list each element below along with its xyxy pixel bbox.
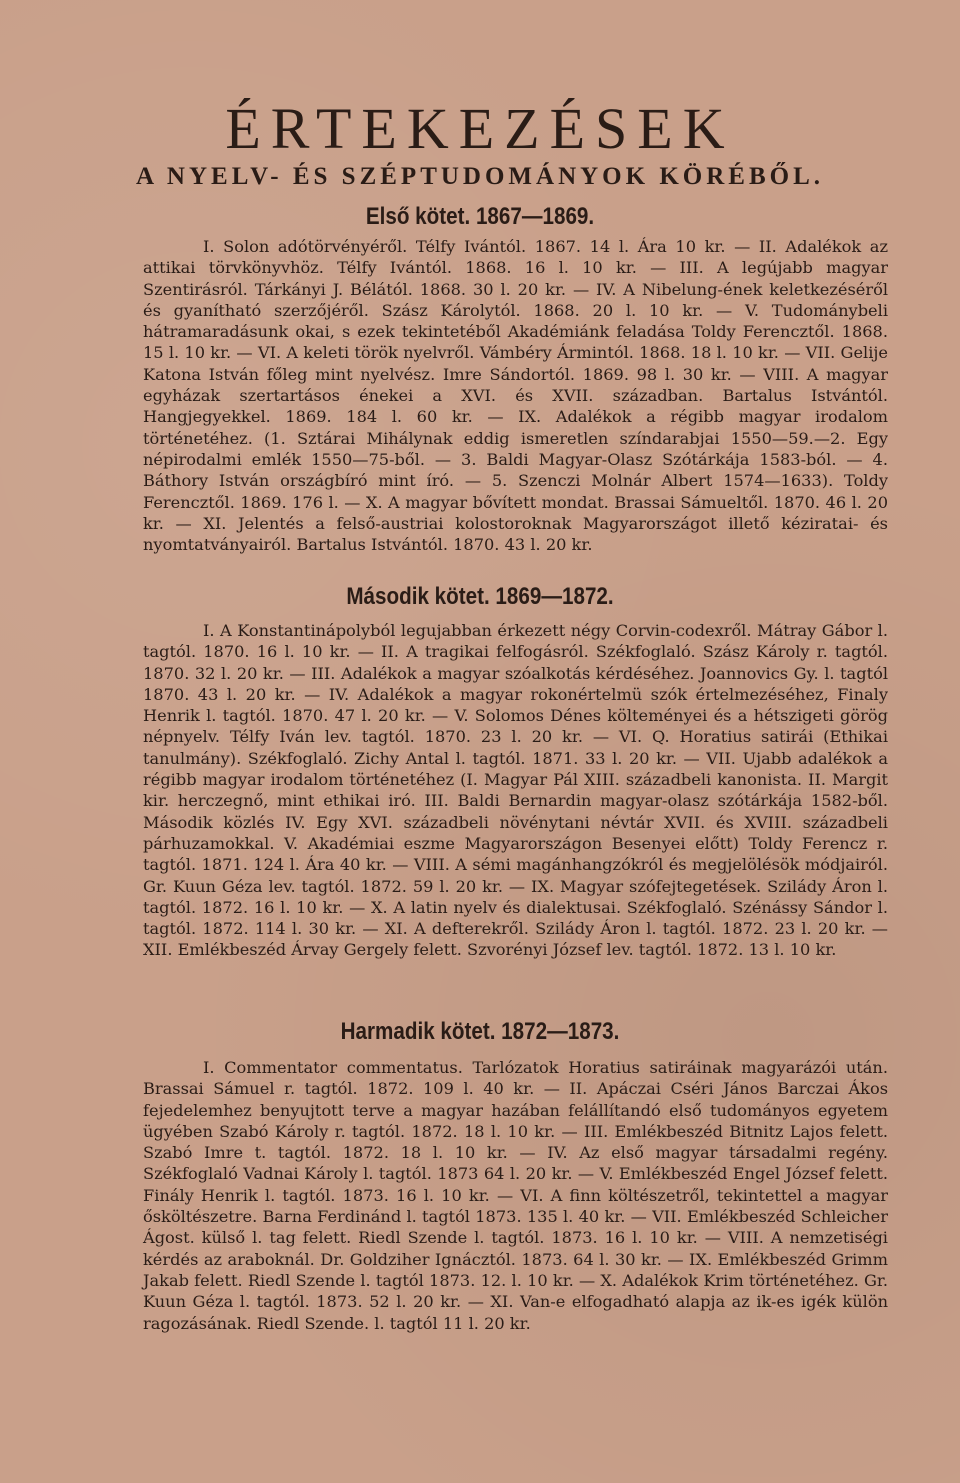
main-title: ÉRTEKEZÉSEK (225, 96, 735, 161)
volume-2-contents: I. A Konstantinápolyból legujabban érkezett négy Corvin-codexről. Mátray Gábor l. tagtól. 1870. 16 l. 10 kr. — II. A tragikai felfogásról. Székfoglaló. Szász Károly r. tagtól. 1870. 32 l. 20 kr. — III. Adalékok a magyar szóalkotás kérdéséhez. Joannovics Gy. l. tagtól 1870. 43 l. 20 kr. — IV. Adalékok a magyar rokonértelmü szók értelmezéséhez, Finaly Henrik l. tagtól. 1870. 47 l. 20 kr. — V. Solomos Dénes költeményei és a hétszigeti görög népnyelv. Télfy Iván lev. tagtól. 1870. 23 l. 20 kr. — VI. Q. Horatius satirái (Ethikai tanulmány). Székfoglaló. Zichy Antal l. tagtól. 1871. 33 l. 20 kr. — VII. Ujabb adalékok a régibb magyar irodalom történetéhez (I. Magyar Pál XIII. századbeli kanonista. II. Margit kir. herczegnő, mint ethikai iró. III. Baldi Bernardin magyar-olasz szótárkája 1582-ből. Második közlés IV. Egy XVI. századbeli növénytani névtár XVII. és XVIII. századbeli párhuzamokkal. V. Akadémiai eszme Magyarországon Besenyei előtt) Toldy Ferencz r. tagtól. 1871. 124 l. Ára 40 kr. — VIII. A sémi magánhangzókról és megjelölésök módjairól. Gr. Kuun Géza lev. tagtól. 1872. 59 l. 20 kr. — IX. Magyar szófejtegetések. Szilády Áron l. tagtól. 1872. 16 l. 10 kr. — X. A latin nyelv és dialektusai. Székfoglaló. Szénássy Sándor l. tagtól. 1872. 114 l. 30 kr. — XI. A defterekről. Szilády Áron l. tagtól. 1872. 23 l. 20 kr. — XII. Emlékbeszéd Árvay Gergely felett. Szvorényi József lev. tagtól. 1872. 13 l. 10 kr. (143, 621, 888, 960)
volume-3-heading: Harmadik kötet. 1872—1873. (340, 1018, 620, 1045)
volume-1-heading: Első kötet. 1867—1869. (365, 203, 595, 230)
subtitle: A NYELV- ÉS SZÉPTUDOMÁNYOK KÖRÉBŐL. (135, 163, 824, 190)
volume-2-heading: Második kötet. 1869—1872. (346, 583, 614, 610)
volume-3-contents: I. Commentator commentatus. Tarlózatok Horatius satiráinak magyarázói után. Brassai Sámuel r. tagtól. 1872. 109 l. 40 kr. — II. Apáczai Cséri János Barczai Ákos fejedelemhez benyujtott terve a magyar hazában felállítandó első tudományos egyetem ügyében Szabó Károly r. tagtól. 1872. 18 l. 10 kr. — III. Emlékbeszéd Bitnitz Lajos felett. Szabó Imre t. tagtól. 1872. 18 l. 10 kr. — IV. Az első magyar társadalmi regény. Székfoglaló Vadnai Károly l. tagtól. 1873 64 l. 20 kr. — V. Emlékbeszéd Engel József felett. Finály Henrik l. tagtól. 1873. 16 l. 10 kr. — VI. A finn költészetről, tekintettel a magyar ősköltészetre. Barna Ferdinánd l. tagtól 1873. 135 l. 40 kr. — VII. Emlékbeszéd Schleicher Ágost. külső l. tag felett. Riedl Szende l. tagtól. 1873. 16 l. 10 kr. — VIII. A nemzetiségi kérdés az araboknál. Dr. Goldziher Ignácztól. 1873. 64 l. 30 kr. — IX. Emlékbeszéd Grimm Jakab felett. Riedl Szende l. tagtól 1873. 12. l. 10 kr. — X. Adalékok Krim történetéhez. Gr. Kuun Géza l. tagtól. 1873. 52 l. 20 kr. — XI. Van-e elfogadható alapja az ik-es igék külön ragozásának. Riedl Szende. l. tagtól 11 l. 20 kr. (143, 1058, 888, 1333)
volume-1-contents: I. Solon adótörvényéről. Télfy Ivántól. 1867. 14 l. Ára 10 kr. — II. Adalékok az attikai törvkönyvhöz. Télfy Ivántól. 1868. 16 l. 10 kr. — III. A legújabb magyar Szentirásról. Tárkányi J. Bélától. 1868. 30 l. 20 kr. — IV. A Nibelung-ének keletkezéséről és gyanítható szerzőjéről. Szász Károlytól. 1868. 20 l. 10 kr. — V. Tudománybeli hátramaradásunk okai, s ezek tekintetéből Akadémiánk feladása Toldy Ferencztől. 1868. 15 l. 10 kr. — VI. A keleti török nyelvről. Vámbéry Ármintól. 1868. 18 l. 10 kr. — VII. Gelije Katona István főleg mint nyelvész. Imre Sándortól. 1869. 98 l. 30 kr. — VIII. A magyar egyházak szertartásos énekei a XVI. és XVII. században. Bartalus Istvántól. Hangjegyekkel. 1869. 184 l. 60 kr. — IX. Adalékok a régibb magyar irodalom történetéhez. (1. Sztárai Mihálynak eddig ismeretlen színdarabjai 1550—59.—2. Egy népirodalmi emlék 1550—75-ből. — 3. Baldi Magyar-Olasz Szótárkája 1583-ból. — 4. Báthory István országbíró mint író. — 5. Szenczi Molnár Albert 1574—1633). Toldy Ferencztől. 1869. 176 l. — X. A magyar bővített mondat. Brassai Sámueltől. 1870. 46 l. 20 kr. — XI. Jelentés a felső-austriai kolostoroknak Magyarországot illető kéziratai- és nyomtatványairól. Bartalus Istvántól. 1870. 43 l. 20 kr. (143, 237, 888, 555)
